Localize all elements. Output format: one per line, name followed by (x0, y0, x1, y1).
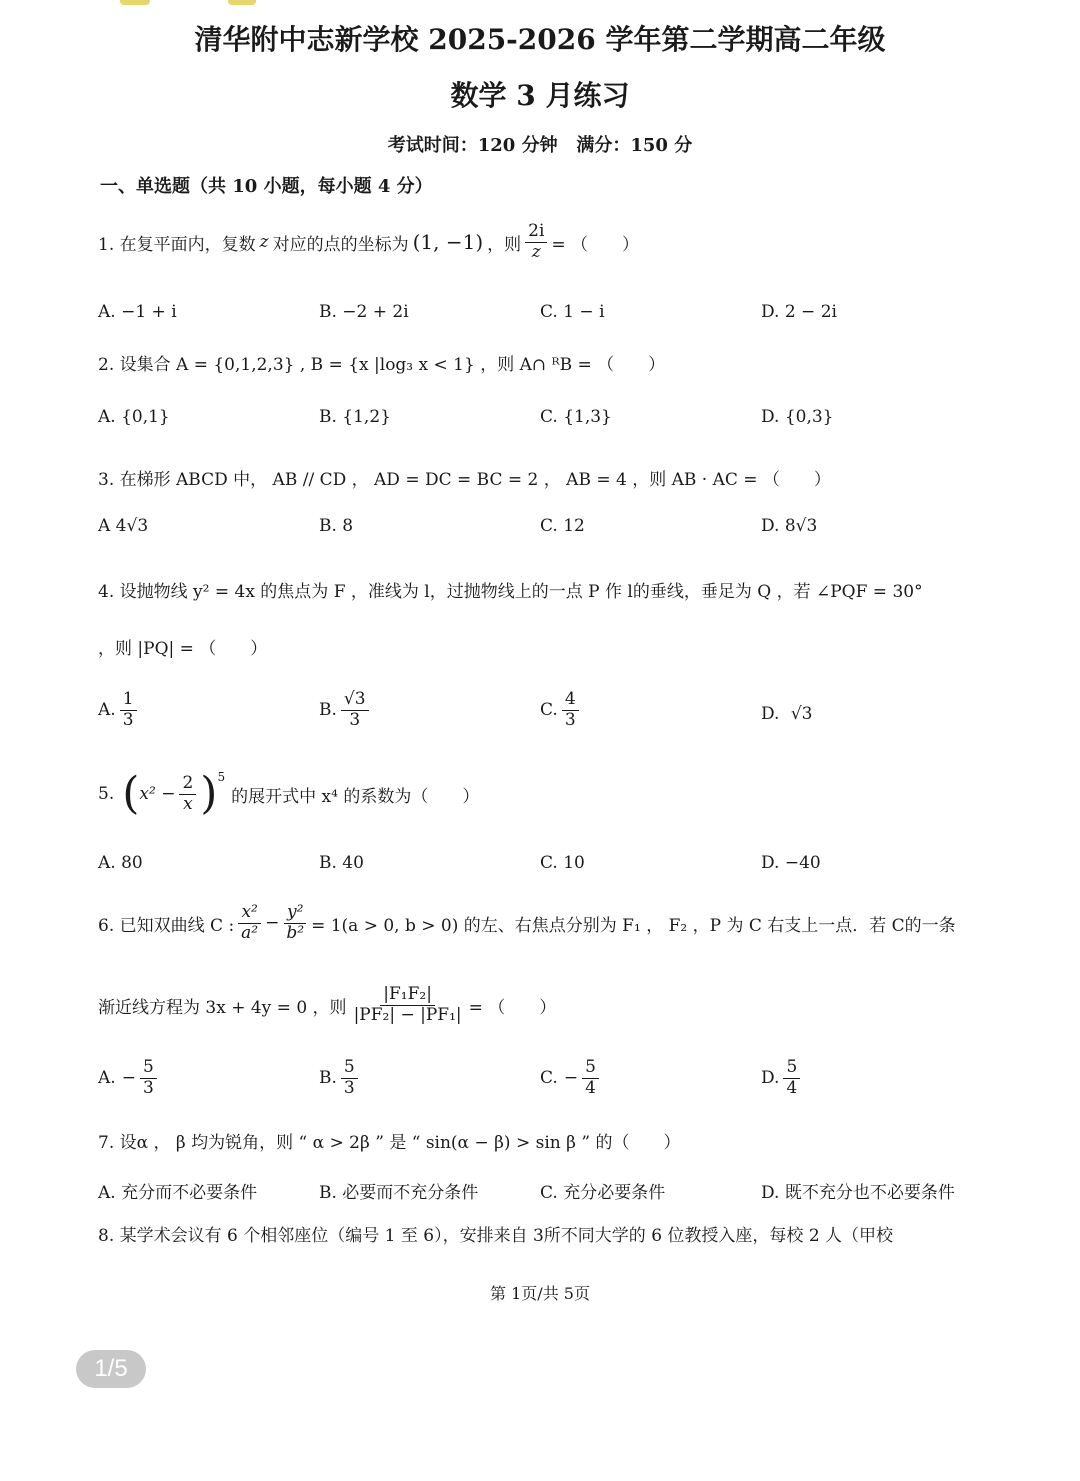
q6-text-a: 6. 已知双曲线 C : (98, 915, 235, 936)
q1-frac-num: 2i (525, 222, 547, 243)
question-6 (98, 903, 956, 943)
q6-fx-num: x² (238, 903, 260, 924)
q1-text-b: 对应的点的坐标为 (272, 234, 409, 255)
q6-fy-den: b² (286, 922, 305, 943)
q7-option-d: D. 既不充分也不必要条件 (761, 1183, 955, 1203)
q2-option-b: B. {1,2} (319, 407, 391, 427)
q6-fy (283, 903, 307, 943)
q6-a-sign: − (121, 1068, 136, 1089)
q7-option-a: A. 充分而不必要条件 (98, 1183, 258, 1203)
q1-fraction (525, 222, 547, 262)
q4-a-fraction (120, 690, 137, 730)
q6-b-label: B. (319, 1068, 337, 1089)
q4-a-label: A. (98, 700, 116, 721)
q5-frac-den: x (183, 793, 193, 814)
q3-option-b: B. 8 (319, 516, 354, 536)
q4-b-num: √3 (341, 690, 369, 711)
q1-option-c: C. 1 − i (540, 302, 605, 322)
q5-option-c: C. 10 (540, 853, 585, 873)
q4-a-den: 3 (122, 709, 134, 730)
q6-b-fraction (341, 1058, 358, 1098)
q5-expr: x² − (139, 784, 176, 804)
q5-paren-close: ) (200, 768, 218, 819)
q4-d-label: D. (761, 704, 780, 724)
question-3: 3. 在梯形 ABCD 中， AB // CD ， AD = DC = BC = 2 ， AB = 4 ，则 AB · AC = （ ） (98, 470, 831, 490)
q7-option-b: B. 必要而不充分条件 (319, 1183, 479, 1203)
q6-tail: = （ ） (468, 997, 557, 1018)
q6-a-num: 5 (140, 1058, 157, 1079)
q6-c-label: C. (540, 1068, 558, 1089)
q6-option-b (319, 1058, 362, 1098)
question-7: 7. 设α ， β 均为锐角，则 “ α > 2β ” 是 “ sin(α − β) > sin β ” 的（ ） (98, 1133, 681, 1153)
q6-d-den: 4 (786, 1077, 798, 1098)
question-5 (98, 768, 480, 819)
q1-option-b: B. −2 + 2i (319, 302, 409, 322)
q6-option-c (540, 1058, 603, 1098)
q2-option-c: C. {1,3} (540, 407, 612, 427)
question-8: 8. 某学术会议有 6 个相邻座位（编号 1 至 6），安排来自 3所不同大学的 6 位教授入座，每校 2 人（甲校 (98, 1226, 894, 1246)
exam-info: 考试时间：120 分钟 满分：150 分 (387, 135, 693, 156)
q2-option-a: A. {0,1} (98, 407, 170, 427)
q4-c-num: 4 (562, 690, 579, 711)
q6-option-d (761, 1058, 804, 1098)
q3-option-c: C. 12 (540, 516, 585, 536)
q6-text-b: = 1(a > 0, b > 0) 的左、右焦点分别为 F₁ ， F₂ ，P 为 C 右支上一点．若 C的一条 (311, 915, 956, 936)
q4-option-c (540, 690, 583, 730)
q6-text-c: 渐近线方程为 3x + 4y = 0 ，则 (98, 997, 347, 1018)
q6-d-label: D. (761, 1068, 780, 1089)
q6-a-fraction (140, 1058, 157, 1098)
q5-option-b: B. 40 (319, 853, 364, 873)
q6-a-den: 3 (142, 1077, 154, 1098)
top-edge-mark (228, 0, 256, 5)
question-1 (98, 222, 639, 262)
q1-option-d: D. 2 − 2i (761, 302, 837, 322)
q4-b-fraction (341, 690, 369, 730)
q4-option-d (761, 704, 813, 724)
q6-fx (238, 903, 261, 943)
q6-fx-den: a² (241, 922, 259, 943)
q6-option-a (98, 1058, 161, 1098)
q4-option-b (319, 690, 373, 730)
q5-option-d: D. −40 (761, 853, 821, 873)
question-6-cont (98, 985, 556, 1025)
q6-b-den: 3 (343, 1077, 355, 1098)
question-2: 2. 设集合 A = {0,1,2,3} , B = {x |log₃ x < 1} ，则 A∩ ᴿB = （ ） (98, 355, 666, 375)
q5-fraction (179, 774, 196, 814)
q6-c-den: 4 (585, 1077, 596, 1098)
q6-minus: − (265, 913, 280, 934)
page-footer: 第 1页/共 5页 (490, 1284, 590, 1303)
q3-option-d: D. 8√3 (761, 516, 818, 536)
top-edge-mark (120, 0, 150, 5)
q5-power: 5 (217, 770, 226, 784)
page-indicator: 1/5 (76, 1350, 146, 1388)
q6-f-den: |PF₂| − |PF₁| (353, 1004, 462, 1025)
q6-fy-num: y² (284, 903, 306, 924)
q4-c-den: 3 (564, 709, 576, 730)
q5-paren-open: ( (122, 768, 140, 819)
q5-frac-num: 2 (179, 774, 196, 795)
exam-title: 清华附中志新学校 2025-2026 学年第二学期高二年级 (194, 23, 886, 56)
section-title: 一、单选题（共 10 小题，每小题 4 分） (100, 176, 433, 197)
q6-f-num: |F₁F₂| (380, 985, 435, 1006)
q4-b-label: B. (319, 700, 337, 721)
q6-d-fraction (783, 1058, 800, 1098)
q1-option-a: A. −1 + i (98, 302, 177, 322)
q6-c-sign: − (563, 1068, 579, 1089)
q1-text-a: 1. 在复平面内，复数 (98, 234, 256, 255)
q4-c-fraction (562, 690, 579, 730)
q6-c-num: 5 (582, 1058, 599, 1079)
q1-coord: (1, −1) (412, 230, 484, 255)
q5-text: 的展开式中 x⁴ 的系数为（ ） (231, 786, 480, 807)
question-4-cont: ，则 |PQ| = （ ） (98, 639, 268, 659)
q6-b-num: 5 (341, 1058, 358, 1079)
q1-tail: = （ ） (551, 234, 640, 255)
q4-a-num: 1 (120, 690, 137, 711)
q6-c-fraction (582, 1058, 599, 1098)
q4-option-a (98, 690, 141, 730)
q4-b-den: 3 (349, 709, 361, 730)
q2-option-d: D. {0,3} (761, 407, 834, 427)
question-4: 4. 设抛物线 y² = 4x 的焦点为 F ，准线为 l，过抛物线上的一点 P 作 l的垂线，垂足为 Q ，若 ∠PQF = 30° (98, 582, 923, 602)
q6-d-num: 5 (783, 1058, 800, 1079)
q3-option-a: A 4√3 (98, 516, 149, 536)
q4-c-label: C. (540, 700, 558, 721)
q4-d-value: √3 (790, 704, 813, 724)
q5-label: 5. (98, 784, 115, 804)
q6-a-label: A. (98, 1068, 116, 1089)
q1-frac-den: z (531, 241, 541, 262)
exam-subtitle: 数学 3 月练习 (450, 79, 630, 112)
q1-text-c: ，则 (487, 234, 522, 255)
q6-fraction (351, 985, 465, 1025)
q1-z: z (259, 232, 269, 253)
q5-option-a: A. 80 (98, 853, 143, 873)
q7-option-c: C. 充分必要条件 (540, 1183, 666, 1203)
